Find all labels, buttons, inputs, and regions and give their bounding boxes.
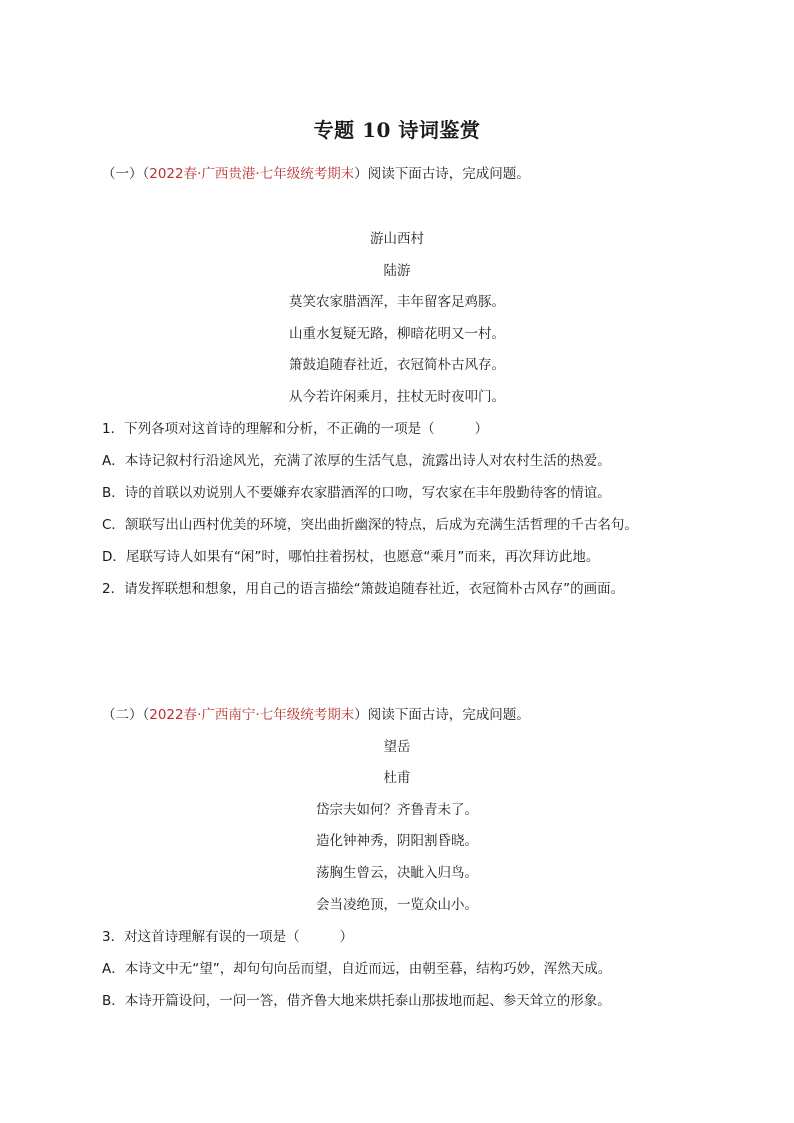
question-2-stem: 2．请发挥联想和想象，用自己的语言描绘“箫鼓追随春社近，衣冠简朴古风存”的画面。 [102,581,625,597]
section-1-source: 2022春·广西贵港·七年级统考期末 [149,166,355,182]
section-2-instruction: 阅读下面古诗，完成问题。 [367,707,530,723]
poem-2-title: 望岳 [383,739,411,755]
question-1-stem [102,420,488,438]
poem-2-line: 荡胸生曾云，决眦入归鸟。 [316,865,478,881]
poem-1-line: 从今若许闲乘月，拄杖无时夜叩门。 [289,389,505,405]
poem-1-line: 莫笑农家腊酒浑，丰年留客足鸡豚。 [289,294,505,310]
question-1-close: ） [474,421,489,437]
section-1-header [102,165,530,183]
poem-1-author: 陆游 [383,263,411,279]
question-1-text: 1．下列各项对这首诗的理解和分析，不正确的一项是（ [102,421,435,437]
section-1-instruction: 阅读下面古诗，完成问题。 [367,166,530,182]
poem-2-author: 杜甫 [383,770,411,786]
poem-2-line: 会当凌绝顶，一览众山小。 [316,897,478,913]
question-1-option-b: B．诗的首联以劝说别人不要嫌弃农家腊酒浑的口吻，写农家在丰年殷勤待客的情谊。 [102,485,611,501]
question-3-close: ） [339,929,354,945]
section-2-header [102,706,530,724]
poem-1-title: 游山西村 [370,231,424,247]
question-1-option-a: A．本诗记叙村行沿途风光，充满了浓厚的生活气息，流露出诗人对农村生活的热爱。 [102,453,611,469]
page-title: 专题 10 诗词鉴赏 [313,118,481,142]
section-2-close: ） [354,707,368,723]
section-1-label: （一）（ [102,166,150,182]
poem-1-line: 箫鼓追随春社近，衣冠简朴古风存。 [289,357,505,373]
poem-1-line: 山重水复疑无路，柳暗花明又一村。 [289,326,505,342]
question-1-option-d: D．尾联写诗人如果有“闲”时，哪怕拄着拐杖，也愿意“乘月”而来，再次拜访此地。 [102,549,600,565]
question-3-stem [102,928,353,946]
poem-2-line: 造化钟神秀，阴阳割昏晓。 [316,833,478,849]
poem-2-line: 岱宗夫如何？齐鲁青未了。 [316,802,478,818]
section-1-close: ） [354,166,368,182]
question-3-text: 3．对这首诗理解有误的一项是（ [102,929,300,945]
question-1-option-c: C．颔联写出山西村优美的环境，突出曲折幽深的特点，后成为充满生活哲理的千古名句。 [102,517,638,533]
question-3-option-a: A．本诗文中无“望”，却句句向岳而望，自近而远，由朝至暮，结构巧妙，浑然天成。 [102,961,612,977]
question-3-option-b: B．本诗开篇设问，一问一答，借齐鲁大地来烘托泰山那拔地而起、参天耸立的形象。 [102,993,611,1009]
section-2-source: 2022春·广西南宁·七年级统考期末 [149,707,355,723]
section-2-label: （二）（ [102,707,150,723]
